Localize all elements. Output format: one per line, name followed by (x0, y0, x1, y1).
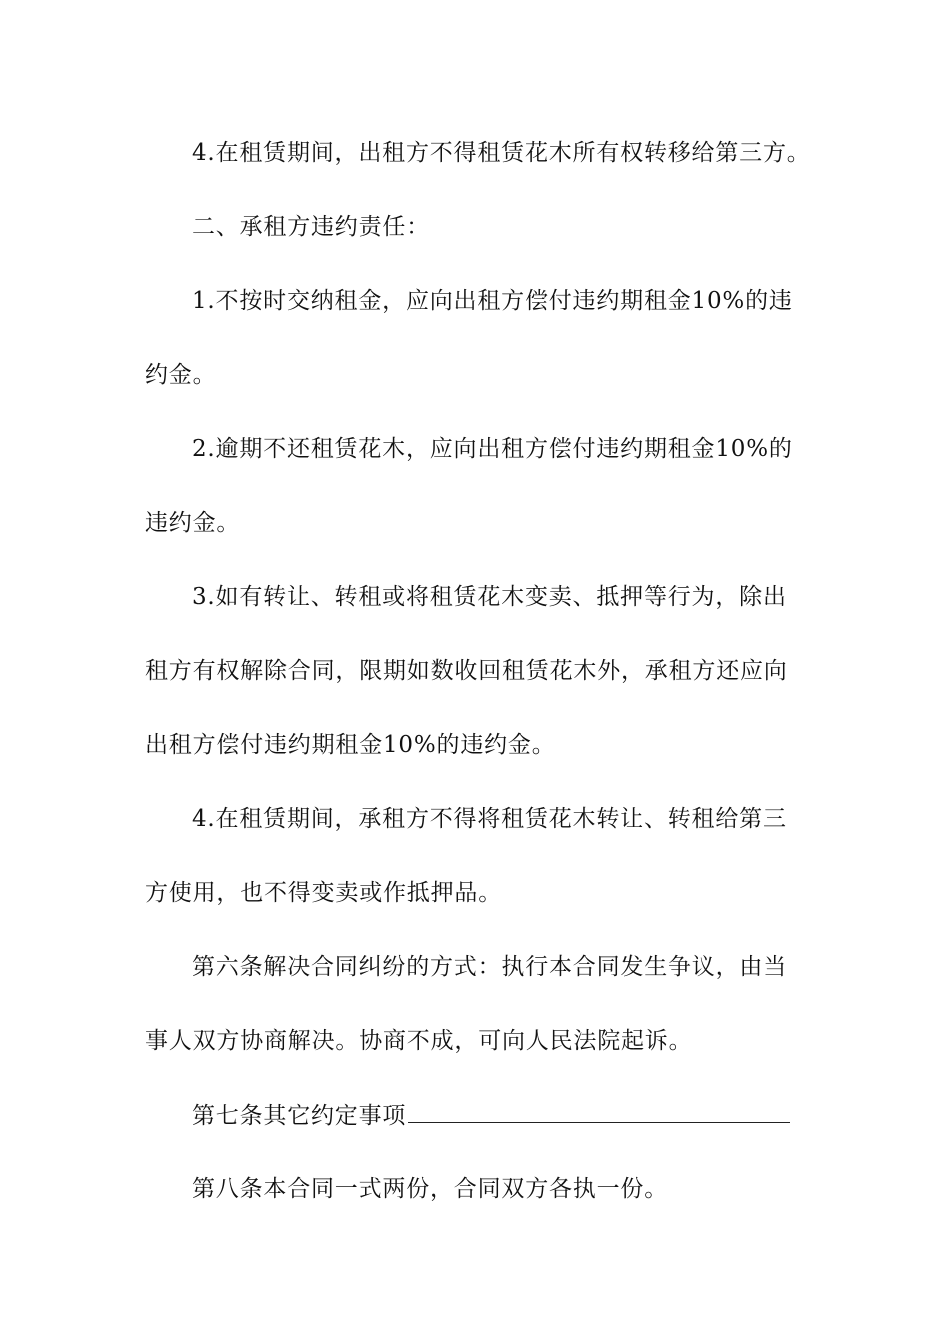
fill-in-blank-line (408, 1098, 790, 1123)
lessor-clause-4: 4.在租赁期间，出租方不得租赁花木所有权转移给第三方。 (192, 140, 811, 166)
article-6-line-1: 第六条解决合同纠纷的方式：执行本合同发生争议，由当 (192, 954, 787, 980)
lessee-clause-4-line-2: 方使用，也不得变卖或作抵押品。 (145, 880, 502, 906)
article-7-label: 第七条其它约定事项 (192, 1103, 407, 1129)
article-6-line-2: 事人双方协商解决。协商不成，可向人民法院起诉。 (145, 1028, 693, 1054)
lessee-clause-2-line-2: 违约金。 (145, 510, 241, 536)
lessee-clause-4-line-1: 4.在租赁期间，承租方不得将租赁花木转让、转租给第三 (192, 806, 787, 832)
lessee-clause-3-line-2: 租方有权解除合同，限期如数收回租赁花木外，承租方还应向 (145, 658, 788, 684)
article-8: 第八条本合同一式两份，合同双方各执一份。 (192, 1176, 668, 1202)
lessee-liability-heading: 二、承租方违约责任： (192, 214, 430, 240)
lessee-clause-1-line-2: 约金。 (145, 362, 217, 388)
lessee-clause-2-line-1: 2.逾期不还租赁花木，应向出租方偿付违约期租金10%的 (192, 436, 793, 462)
lessee-clause-3-line-1: 3.如有转让、转租或将租赁花木变卖、抵押等行为，除出 (192, 584, 787, 610)
article-7 (192, 1098, 857, 1133)
lessee-clause-1-line-1: 1.不按时交纳租金，应向出租方偿付违约期租金10%的违 (192, 288, 793, 314)
lessee-clause-3-line-3: 出租方偿付违约期租金10%的违约金。 (145, 732, 556, 758)
